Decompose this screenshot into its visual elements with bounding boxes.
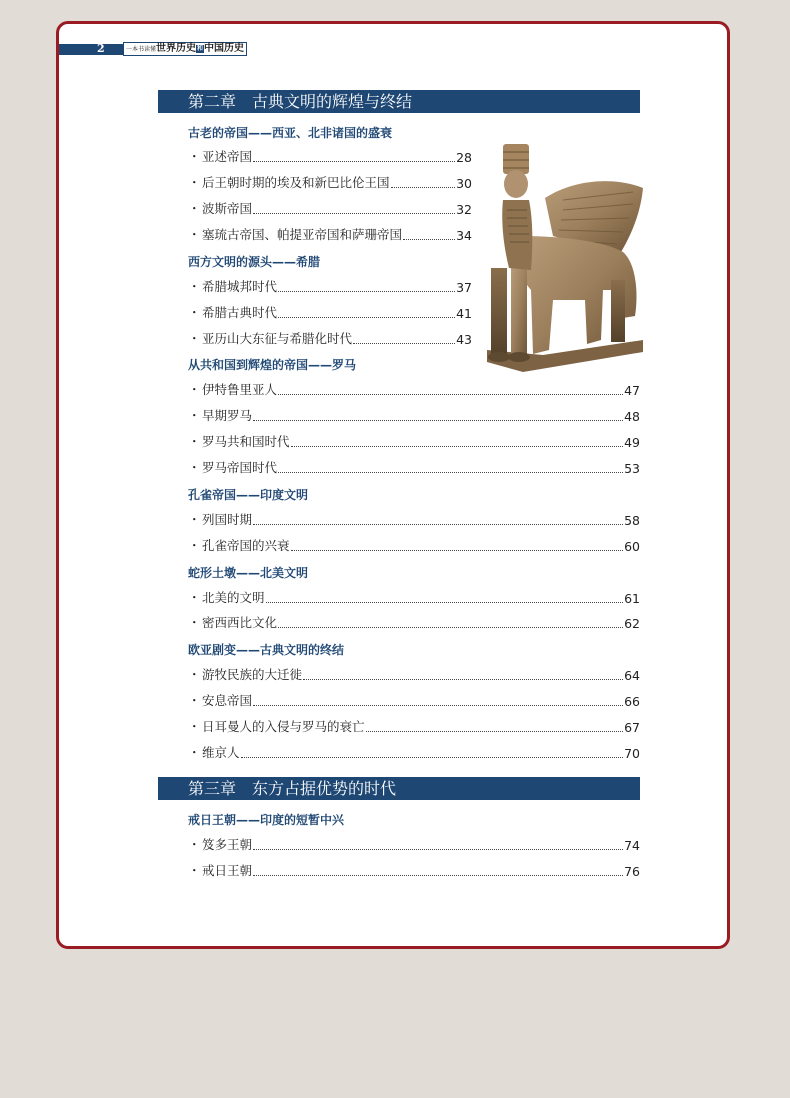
dot-leader <box>278 290 455 292</box>
bullet: ・ <box>188 227 201 242</box>
entry-title: 希腊古典时代 <box>202 305 278 320</box>
dot-leader <box>253 419 623 421</box>
bullet: ・ <box>188 719 201 734</box>
entry-title: 波斯帝国 <box>202 201 253 216</box>
book-title <box>123 42 247 56</box>
entry-page: 70 <box>624 746 640 761</box>
running-header <box>59 44 259 58</box>
toc-entry[interactable] <box>188 227 472 243</box>
toc-entry[interactable] <box>188 837 640 853</box>
dot-leader <box>253 704 623 706</box>
entry-title: 游牧民族的大迁徙 <box>202 667 303 682</box>
chapter-heading: 第三章 东方占据优势的时代 <box>158 777 640 800</box>
bullet: ・ <box>188 279 201 294</box>
entry-title: 密西西比文化 <box>202 615 278 630</box>
toc-entry[interactable] <box>188 382 640 398</box>
dot-leader <box>253 160 455 162</box>
toc-entry[interactable] <box>188 331 472 347</box>
toc-entry[interactable] <box>188 667 640 683</box>
bullet: ・ <box>188 512 201 527</box>
toc-entry[interactable] <box>188 863 640 879</box>
entry-title: 早期罗马 <box>202 408 253 423</box>
entry-title: 孔雀帝国的兴衰 <box>202 538 290 553</box>
chapter-heading: 第二章 古典文明的辉煌与终结 <box>158 90 640 113</box>
entry-title: 伊特鲁里亚人 <box>202 382 278 397</box>
entry-page: 53 <box>624 461 640 476</box>
entry-title: 塞琉古帝国、帕提亚帝国和萨珊帝国 <box>202 227 403 242</box>
bullet: ・ <box>188 863 201 878</box>
dot-leader <box>391 186 456 188</box>
bullet: ・ <box>188 693 201 708</box>
entry-page: 74 <box>624 838 640 853</box>
dot-leader <box>353 342 455 344</box>
dot-leader <box>403 238 455 240</box>
bullet: ・ <box>188 408 201 423</box>
toc-entry[interactable] <box>188 538 640 554</box>
toc-entry[interactable] <box>188 615 640 631</box>
toc-entry[interactable] <box>188 693 640 709</box>
bullet: ・ <box>188 837 201 852</box>
bullet: ・ <box>188 434 201 449</box>
section-heading: 欧亚剧变——古典文明的终结 <box>188 643 345 657</box>
entry-page: 28 <box>456 150 472 165</box>
dot-leader <box>241 756 624 758</box>
entry-title: 列国时期 <box>202 512 253 527</box>
bullet: ・ <box>188 615 201 630</box>
bullet: ・ <box>188 201 201 216</box>
book-title-b: 中国历史 <box>204 43 245 54</box>
entry-title: 亚述帝国 <box>202 149 253 164</box>
toc-entry[interactable] <box>188 434 640 450</box>
entry-page: 61 <box>624 591 640 606</box>
entry-title: 后王朝时期的埃及和新巴比伦王国 <box>202 175 390 190</box>
bullet: ・ <box>188 590 201 605</box>
entry-title: 笈多王朝 <box>202 837 253 852</box>
toc-entry[interactable] <box>188 175 472 191</box>
entry-page: 48 <box>624 409 640 424</box>
bullet: ・ <box>188 460 201 475</box>
entry-title: 希腊城邦时代 <box>202 279 278 294</box>
dot-leader <box>291 445 624 447</box>
lamassu-statue-image <box>483 140 647 372</box>
dot-leader <box>253 212 455 214</box>
entry-title: 北美的文明 <box>202 590 265 605</box>
book-prefix: 一本书读懂 <box>126 46 157 53</box>
book-page <box>56 21 730 949</box>
entry-page: 37 <box>456 280 472 295</box>
section-heading: 西方文明的源头——希腊 <box>188 255 321 269</box>
toc-entry[interactable] <box>188 279 472 295</box>
entry-page: 66 <box>624 694 640 709</box>
dot-leader <box>253 848 623 850</box>
dot-leader <box>278 626 623 628</box>
entry-page: 47 <box>624 383 640 398</box>
bullet: ・ <box>188 305 201 320</box>
dot-leader <box>291 549 624 551</box>
entry-page: 43 <box>456 332 472 347</box>
dot-leader <box>278 471 623 473</box>
entry-page: 62 <box>624 616 640 631</box>
dot-leader <box>278 316 455 318</box>
entry-page: 76 <box>624 864 640 879</box>
dot-leader <box>366 730 624 732</box>
toc-entry[interactable] <box>188 590 640 606</box>
bullet: ・ <box>188 149 201 164</box>
dot-leader <box>253 523 623 525</box>
section-heading: 古老的帝国——西亚、北非诸国的盛衰 <box>188 126 393 140</box>
entry-page: 67 <box>624 720 640 735</box>
toc-entry[interactable] <box>188 719 640 735</box>
entry-title: 亚历山大东征与希腊化时代 <box>202 331 353 346</box>
bullet: ・ <box>188 667 201 682</box>
entry-page: 32 <box>456 202 472 217</box>
entry-page: 60 <box>624 539 640 554</box>
book-join: 和 <box>197 44 204 52</box>
entry-title: 维京人 <box>202 745 240 760</box>
toc-entry[interactable] <box>188 408 640 424</box>
entry-page: 58 <box>624 513 640 528</box>
section-heading: 孔雀帝国——印度文明 <box>188 488 309 502</box>
toc-entry[interactable] <box>188 305 472 321</box>
entry-page: 64 <box>624 668 640 683</box>
toc-entry[interactable] <box>188 745 640 761</box>
bullet: ・ <box>188 175 201 190</box>
entry-page: 49 <box>624 435 640 450</box>
section-heading: 戒日王朝——印度的短暂中兴 <box>188 813 345 827</box>
book-title-a: 世界历史 <box>156 43 197 54</box>
entry-page: 34 <box>456 228 472 243</box>
section-heading: 从共和国到辉煌的帝国——罗马 <box>188 358 357 372</box>
bullet: ・ <box>188 331 201 346</box>
entry-title: 罗马共和国时代 <box>202 434 290 449</box>
entry-page: 41 <box>456 306 472 321</box>
entry-title: 罗马帝国时代 <box>202 460 278 475</box>
bullet: ・ <box>188 382 201 397</box>
dot-leader <box>266 601 624 603</box>
toc-entry[interactable] <box>188 512 640 528</box>
toc-entry[interactable] <box>188 201 472 217</box>
entry-title: 戒日王朝 <box>202 863 253 878</box>
bullet: ・ <box>188 538 201 553</box>
dot-leader <box>303 678 623 680</box>
bullet: ・ <box>188 745 201 760</box>
page-number: 2 <box>97 42 105 55</box>
entry-title: 安息帝国 <box>202 693 253 708</box>
section-heading: 蛇形土墩——北美文明 <box>188 566 309 580</box>
toc-entry[interactable] <box>188 460 640 476</box>
toc-entry[interactable] <box>188 149 472 165</box>
entry-page: 30 <box>456 176 472 191</box>
dot-leader <box>253 874 623 876</box>
entry-title: 日耳曼人的入侵与罗马的衰亡 <box>202 719 365 734</box>
dot-leader <box>278 393 623 395</box>
